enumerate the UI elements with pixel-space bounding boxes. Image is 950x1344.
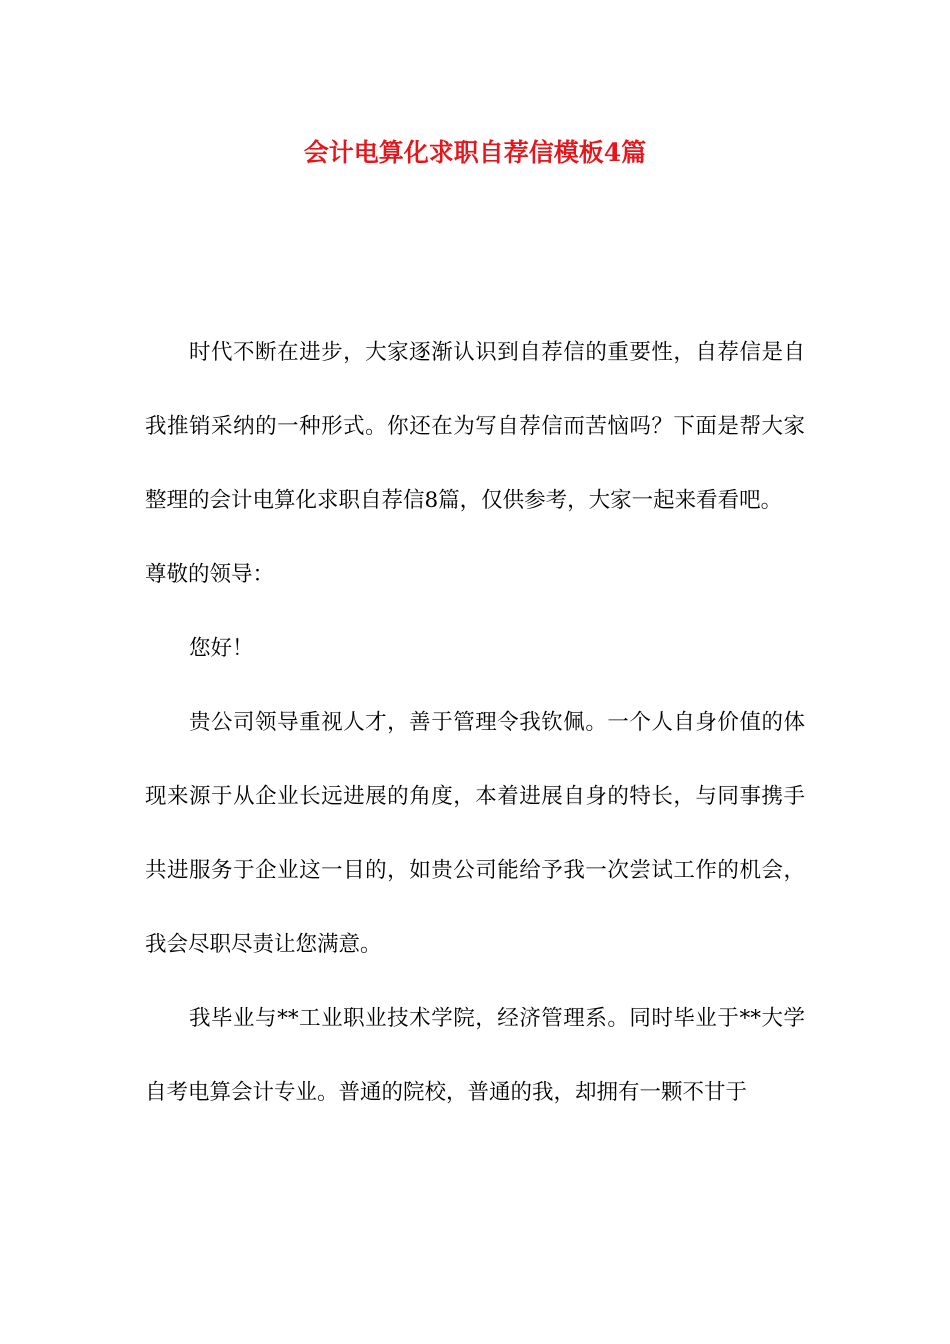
body-paragraph-education: 我毕业与**工业职业技术学院，经济管理系。同时毕业于**大学自考电算会计专业。普通的院校，普通的我，却拥有一颗不甘于 xyxy=(145,1006,805,1105)
body-paragraph-company: 贵公司领导重视人才，善于管理令我钦佩。一个人自身价值的体现来源于从企业长远进展的角度，本着进展自身的特长，与同事携手共进服务于企业这一目的，如贵公司能给予我一次尝试工作的机会，我会尽职尽责让您满意。 xyxy=(145,710,805,957)
greeting: 您好！ xyxy=(189,636,254,661)
salutation: 尊敬的领导： xyxy=(145,562,275,587)
intro-paragraph: 时代不断在进步，大家逐渐认识到自荐信的重要性，自荐信是自我推销采纳的一种形式。你还在为写自荐信而苦恼吗？下面是帮大家整理的会计电算化求职自荐信8篇，仅供参考，大家一起来看看吧。 xyxy=(145,340,805,513)
document-title: 会计电算化求职自荐信模板4篇 xyxy=(303,138,647,167)
document-body xyxy=(145,316,805,1130)
